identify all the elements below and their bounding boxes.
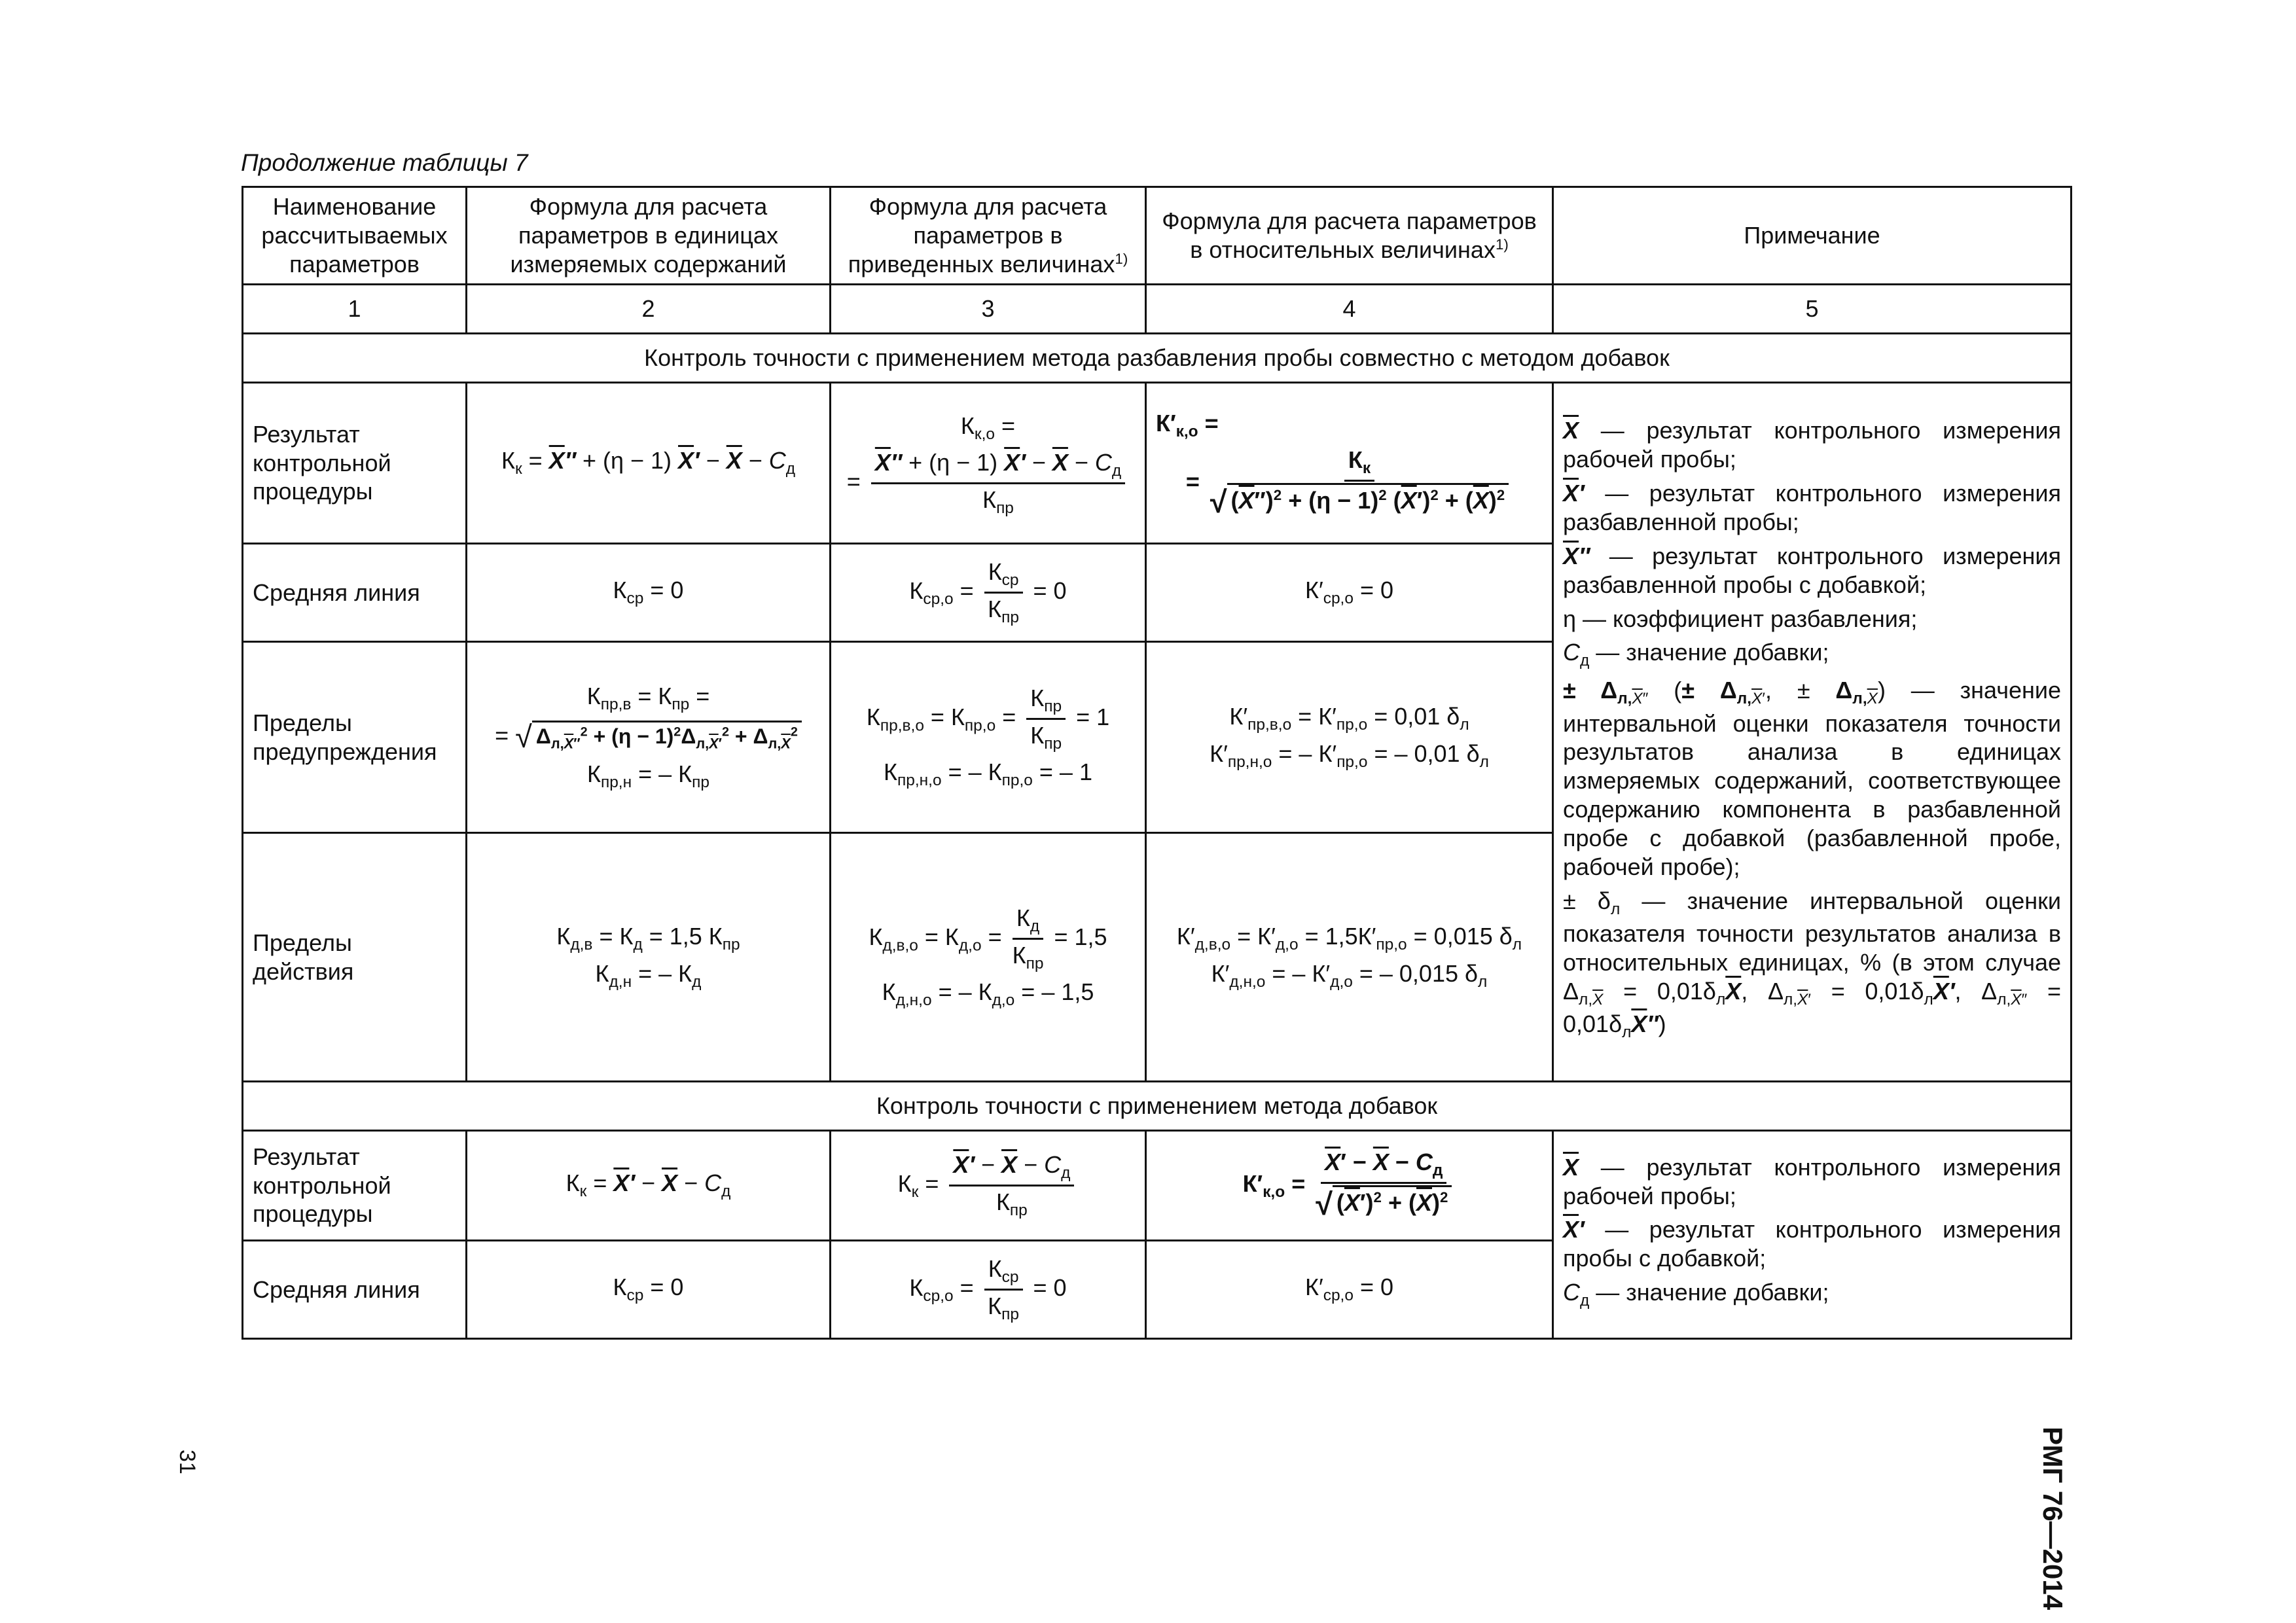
note-item: $\overline{X}''$ — результат контрольного измерения разбавленной пробы с добавкой; bbox=[1563, 542, 2061, 598]
formula-cell bbox=[831, 544, 1146, 642]
formula: $К_{пр,в,о} = К_{пр,о}$ = $\frac{К_{пр}}{К_{пр}}$ = 1 bbox=[866, 684, 1110, 753]
formula-cell bbox=[467, 1131, 831, 1241]
formula-cell bbox=[467, 544, 831, 642]
formula-cell bbox=[1146, 833, 1553, 1082]
formula: $К'_{к,о}$ = bbox=[1156, 409, 1219, 441]
table-row bbox=[243, 383, 2072, 544]
header-name: Наименование рассчитываемых параметров bbox=[243, 187, 467, 285]
formula: $К_к = \overline{X}' - \overline{X} - С_д$ bbox=[565, 1169, 731, 1201]
formula: $К_{пр,н}$ = – $К_{пр}$ bbox=[586, 760, 710, 792]
formula: $К_{д,в,о} = К_{д,о}$ = $\frac{К_д}{К_{пр}}$ = 1,5 bbox=[869, 904, 1107, 973]
section-title: Контроль точности с применением метода разбавления пробы совместно с методом добавок bbox=[243, 334, 2072, 383]
col-number: 3 bbox=[831, 285, 1146, 334]
document-code: РМГ 76—2014 bbox=[2037, 1427, 2068, 1611]
formula: $К_{пр,в} = К_{пр}$ = bbox=[586, 682, 710, 714]
formula: $К_{пр,н,о}$ = – $К_{пр,о}$ = – 1 bbox=[884, 758, 1092, 790]
page-number: 31 bbox=[175, 1450, 200, 1474]
note-item: ± $\Delta_{л,\overline{X}''}$ (± $\Delta_{л,\overline{X}'}$, ± $\Delta_{л,\overline{X}}$) — значение интервальной оценки показателя точности результатов анализа в единицах измеряемых содержаний, соответствующее содержанию компонента в разбавленной пробе с добавкой (разбавленной пробе, рабочей пробе); bbox=[1563, 677, 2061, 881]
note-item: $\overline{X}'$ — результат контрольного измерения разбавленной пробы; bbox=[1563, 479, 2061, 535]
row-label: Пределы предупреждения bbox=[243, 642, 467, 833]
formula: = $\frac{\overline{X}'' + (\eta - 1) \overline{X}' - \overline{X} - С_д}{К_{пр}}$ bbox=[847, 468, 1129, 495]
col-number: 5 bbox=[1553, 285, 2072, 334]
formula: $К_{к,о}$ = bbox=[960, 412, 1016, 444]
row-label: Результат контрольной процедуры bbox=[243, 1131, 467, 1241]
table-caption: Продолжение таблицы 7 bbox=[241, 149, 528, 176]
col-number: 4 bbox=[1146, 285, 1553, 334]
note-item: $С_д$ — значение добавки; bbox=[1563, 639, 1829, 670]
formula-cell bbox=[467, 1241, 831, 1339]
formula: $К_{ср,о}$ = $\frac{К_{ср}}{К_{пр}}$ = 0 bbox=[909, 1255, 1067, 1324]
row-label: Средняя линия bbox=[243, 1241, 467, 1339]
formula: = $\frac{К_к}{√ (\overline{X}'')^2 + (\eta - 1)^2 (\overline{X}')^2 + (\overline{X})^2}$ bbox=[1186, 468, 1513, 495]
formula: $К_к$ = $\frac{\overline{X}' - \overline{X} - С_д}{К_{пр}}$ bbox=[898, 1170, 1079, 1197]
section-row bbox=[243, 334, 2072, 383]
formula: $К'_{пр,в,о} = К'_{пр,о} = 0,01$ $\delta_л$ bbox=[1229, 703, 1469, 734]
formula-cell bbox=[831, 642, 1146, 833]
note-item: η — коэффициент разбавления; bbox=[1563, 605, 1918, 632]
formula: $К_{д,н}$ = – $К_д$ bbox=[595, 959, 702, 991]
note-cell bbox=[1553, 1131, 2072, 1339]
row-label: Средняя линия bbox=[243, 544, 467, 642]
formula: $К'_{д,н,о}$ = – $К'_{д,о}$ = – 0,015 $\delta_л$ bbox=[1211, 959, 1488, 991]
note-item: $С_д$ — значение добавки; bbox=[1563, 1279, 1829, 1310]
header-formula-relative: Формула для расчета параметров в относительных величинах$^{1)}$ bbox=[1146, 187, 1553, 285]
formula-cell bbox=[467, 642, 831, 833]
note-item: $\overline{X}'$ — результат контрольного измерения пробы с добавкой; bbox=[1563, 1216, 2061, 1272]
header-note: Примечание bbox=[1553, 187, 2072, 285]
column-number-row bbox=[243, 285, 2072, 334]
formula: $К_{ср,о}$ = $\frac{К_{ср}}{К_{пр}}$ = 0 bbox=[909, 558, 1067, 627]
row-label: Пределы действия bbox=[243, 833, 467, 1082]
formula: $К_{ср} = 0$ bbox=[613, 577, 684, 608]
formula-cell bbox=[1146, 383, 1553, 544]
formula: $К'_{пр,н,о}$ = – $К'_{пр,о}$ = – 0,01 $\delta_л$ bbox=[1210, 740, 1489, 771]
col-number: 1 bbox=[243, 285, 467, 334]
note-item: ± $\delta_л$ — значение интервальной оценки показателя точности результатов анализа в относительных единицах, % (в этом случае $\Delta_{л,\overline{X}} = 0,01\delta_л\overline{X}$, $\Delta_{л,\overline{X}'} = 0,01\delta_л\overline{X}'$, $\Delta_{л,\overline{X}''} = 0,01\delta_л\overline{X}''$) bbox=[1563, 887, 2062, 1042]
formula-cell bbox=[1146, 544, 1553, 642]
formula: $К'_{к,о}$ = $\frac{\overline{X}' - \overline{X} - С_д}{√ (\overline{X}')^2 + (\overline{X})^2}$ bbox=[1243, 1170, 1456, 1197]
formula: $К'_{д,в,о} = К'_{д,о} = 1,5К'_{пр,о} = 0,015$ $\delta_л$ bbox=[1176, 923, 1522, 954]
note-item: $\overline{X}$ — результат контрольного измерения рабочей пробы; bbox=[1563, 1153, 2061, 1209]
formula-cell bbox=[1146, 1241, 1553, 1339]
formula: $К_{д,н,о}$ = – $К_{д,о}$ = – 1,5 bbox=[882, 978, 1094, 1010]
formula-cell bbox=[831, 1241, 1146, 1339]
note-cell bbox=[1553, 383, 2072, 1082]
formula: $К'_{ср,о} = 0$ bbox=[1304, 577, 1394, 608]
formula-cell bbox=[1146, 642, 1553, 833]
formula-cell bbox=[1146, 1131, 1553, 1241]
header-formula-units: Формула для расчета параметров в единицах измеряемых содержаний bbox=[467, 187, 831, 285]
formula: $К_{д,в} = К_д = 1,5$ $К_{пр}$ bbox=[556, 923, 740, 954]
formula-cell bbox=[831, 383, 1146, 544]
row-label: Результат контрольной процедуры bbox=[243, 383, 467, 544]
col-number: 2 bbox=[467, 285, 831, 334]
formula-cell bbox=[831, 1131, 1146, 1241]
formula: $К_{ср} = 0$ bbox=[613, 1274, 684, 1305]
formula: $К_к = \overline{X}'' + (\eta - 1) \overline{X}' - \overline{X} - С_д$ bbox=[501, 447, 796, 478]
formula-cell bbox=[467, 383, 831, 544]
header-formula-reduced: Формула для расчета параметров в приведенных величинах$^{1)}$ bbox=[831, 187, 1146, 285]
formula-cell bbox=[831, 833, 1146, 1082]
section-title: Контроль точности с применением метода добавок bbox=[243, 1082, 2072, 1131]
table-7 bbox=[242, 186, 2072, 1340]
section-row bbox=[243, 1082, 2072, 1131]
note-item: $\overline{X}$ — результат контрольного измерения рабочей пробы; bbox=[1563, 417, 2061, 473]
formula-cell bbox=[467, 833, 831, 1082]
table-row bbox=[243, 1131, 2072, 1241]
header-row bbox=[243, 187, 2072, 285]
formula: $К'_{ср,о} = 0$ bbox=[1304, 1274, 1394, 1305]
formula: = √ $\Delta_{л,\overline{X}''}^2 + (\eta - 1)^2\Delta_{л,\overline{X}'}^2 + \Delta_{л,\overline{X}}^2$ bbox=[476, 719, 820, 756]
